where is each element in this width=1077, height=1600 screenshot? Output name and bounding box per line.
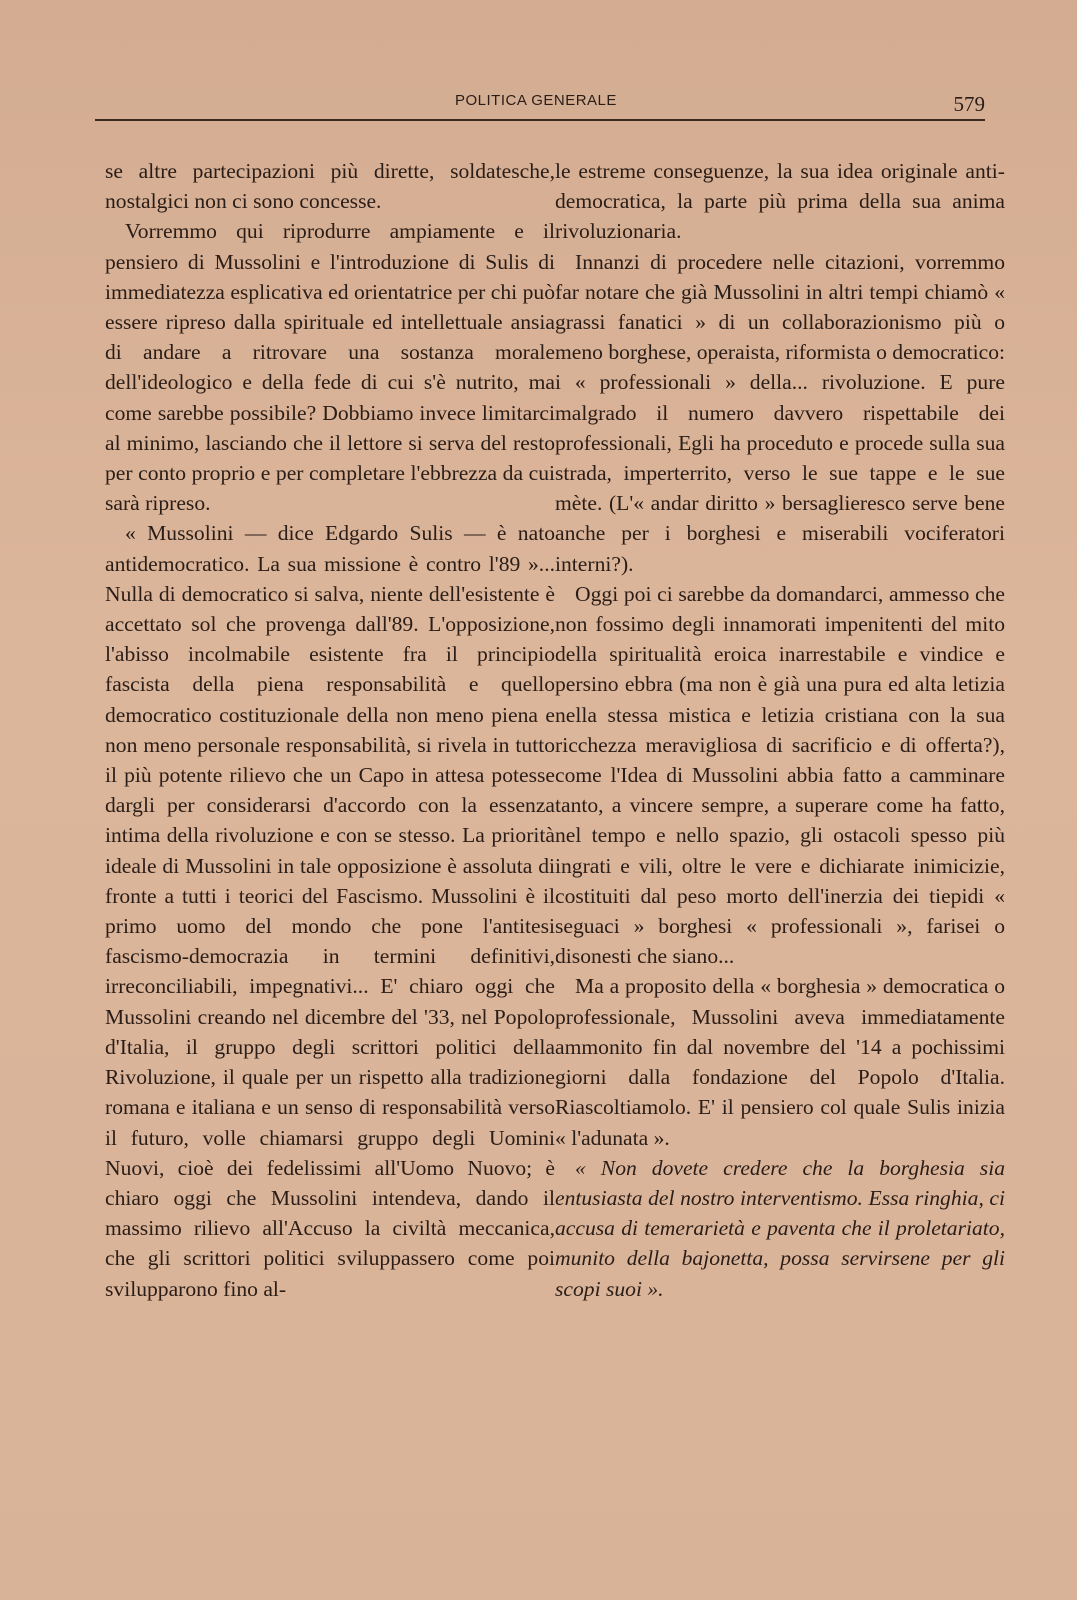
- paragraph: « Mussolini — dice Edgardo Sulis — è nato antidemocratico. La sua missione è contro l'89 »... Nulla di democratico si salva, niente dell'esistente è accettato sol che provenga dall'89. L'opposizione, l'abisso incolmabile esistente fra il principio fascista della piena responsabilità e quello democratico costituzionale della non meno piena e non meno personale responsabilità, si rivela in tutto il più potente rilievo che un Capo in attesa potesse dargli per considerarsi d'accordo con la essenza intima della rivoluzione e con se stesso. La priorità ideale di Mussolini in tale opposizione è assoluta di fronte a tutti i teorici del Fascismo. Mussolini è il primo uomo del mondo che pone l'antitesi fascismo-democrazia in termini definitivi, irreconciliabili, impegnativi... E' chiaro oggi che Mussolini creando nel dicembre del '33, nel Popolo d'Italia, il gruppo degli scrittori politici della Rivoluzione, il quale per un rispetto alla tradizione romana e italiana e un senso di responsabilità verso il futuro, volle chiamarsi gruppo degli Uomini Nuovi, cioè dei fedelissimi all'Uomo Nuovo; è chiaro oggi che Mussolini intendeva, dando il massimo rilievo all'Accuso la civiltà meccanica, che gli scrittori politici sviluppassero come poi svilupparono fino al-: [105, 521, 555, 1301]
- paragraph: Vorremmo qui riprodurre ampiamente e il pensiero di Mussolini e l'introduzione di Sulis di immediatezza esplicativa ed orientatrice per chi può essere ripreso dalla spirituale ed intellettuale ansia di andare a ritrovare una sostanza morale dell'ideologico e della fede di cui s'è nutrito, ma come sarebbe possibile? Dobbiamo invece limitarci al minimo, lasciando che il lettore si serva del resto per conto proprio e per completare l'ebbrezza da cui sarà ripreso.: [105, 219, 555, 516]
- header-rule: [95, 119, 985, 121]
- running-head: POLITICA GENERALE: [455, 92, 617, 109]
- paragraph: Ma a proposito della « borghesia » democratica o professionale, Mussolini aveva immediatamente ammonito fin dal novembre del '14 a pochissimi giorni dalla fondazione del Popolo d'Italia. Riascoltiamolo. E' il pensiero col quale Sulis inizia « l'adunata ».: [555, 974, 1005, 1150]
- quoted-paragraph: « Non dovete credere che la borghesia sia entusiasta del nostro interventismo. Essa ringhia, ci accusa di temerarietà e paventa che il proletariato, munito della bajonetta, possa servirsene per gli scopi suoi ».: [555, 1155, 1005, 1301]
- page-number: 579: [953, 92, 985, 116]
- paragraph: le estreme conseguenze, la sua idea originale anti-democratica, la parte più prima della sua anima rivoluzionaria.: [555, 159, 1005, 244]
- paragraph: Oggi poi ci sarebbe da domandarci, ammesso che non fossimo degli innamorati impenitenti del mito della spiritualità eroica inarrestabile e vindice e persino ebbra (ma non è già una pura ed alta letizia nella stessa mistica e letizia cristiana con la sua ricchezza meravigliosa di sacrificio e di offerta?), come l'Idea di Mussolini abbia fatto a camminare tanto, a vincere sempre, a superare come ha fatto, nel tempo e nello spazio, gli ostacoli spesso più ingrati e vili, oltre le vere e dichiarate inimicizie, costituiti dal peso morto dell'inerzia dei tiepidi « seguaci » borghesi « professionali », farisei o disonesti che siano...: [555, 581, 1005, 969]
- page-header: [95, 88, 985, 124]
- left-column: [105, 156, 555, 1304]
- paragraph: Innanzi di procedere nelle citazioni, vorremmo far notare che già Mussolini in altri tempi chiamò « grassi fanatici » di un collaborazionismo più o meno borghese, operaista, riformista o democratico: i « professionali » della... rivoluzione. E pure malgrado il numero davvero rispettabile dei professionali, Egli ha proceduto e procede sulla sua strada, imperterrito, verso le sue tappe e le sue mète. (L'« andar diritto » bersaglieresco serve bene anche per i borghesi e miserabili vociferatori interni?).: [555, 249, 1005, 576]
- right-column: [555, 156, 1005, 1304]
- paragraph: se altre partecipazioni più dirette, soldatesche, nostalgici non ci sono concesse.: [105, 159, 555, 214]
